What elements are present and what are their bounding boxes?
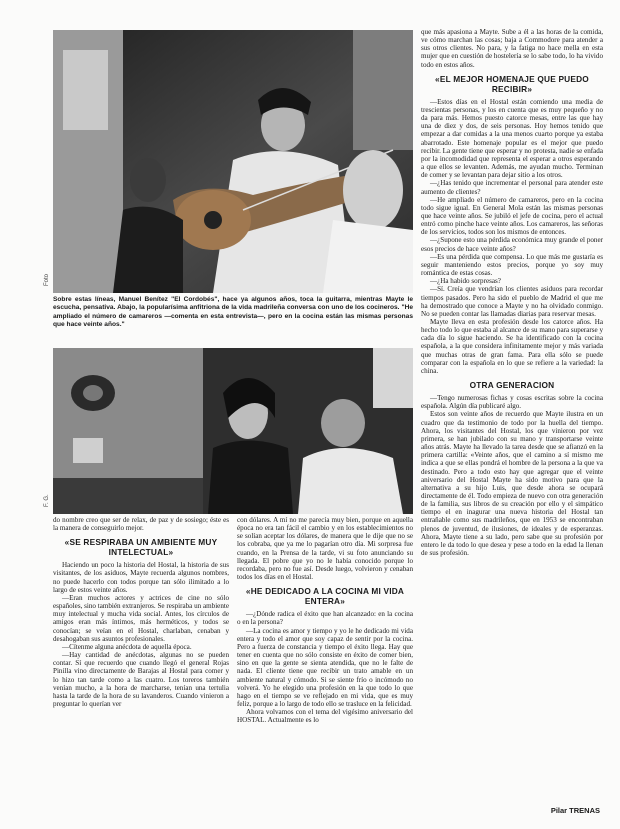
photo-caption: Sobre estas líneas, Manuel Benítez "El Cordobés", hace ya algunos años, toca la guitarra, mientras Mayte le escucha, pensativa. Abajo, la popularísima anfitriona de la vida madrileña conversa con uno de los cocineros. "He ampliado el número de camareros —comenta en esta entrevista—, pero en la cocina están las mismas personas que hace veinte años." [53, 296, 413, 328]
left-column [53, 516, 229, 816]
left-paragraph: —Hay cantidad de anécdotas, algunas no se pueden contar. Sí que recuerdo que cuando llegó el general Rojas Pinilla vino directamente de Barajas al Hostal para comer y lo hizo tan tarde como a las cuatro. Los toreros también venían mucho, a la hora de marcharse, tenían una tertulia hasta la tarde de la hora de su lavanderos. Cuando vinieron a preguntar lo querían ver [53, 651, 229, 708]
right-paragraph: —Tengo numerosas fichas y cosas escritas sobre la cocina española. Algún día publicaré algo. [421, 394, 603, 411]
heading-ambiente-intelectual: «SE RESPIRABA UN AMBIENTE MUY INTELECTUAL» [64, 537, 218, 558]
right-paragraph: —¿Supone esto una pérdida económica muy grande el poner esos precios de hace veinte años? [421, 236, 603, 253]
photo-kitchen-image [53, 348, 413, 514]
photo-credit-top: Foto [44, 273, 50, 286]
right-paragraph: Mayte lleva en esta profesión desde los catorce años. Ha hecho todo lo que estaba al alcance de su mano para superarse y cada día lo sigue haciendo. Se ha identificado con la cocina española, a la que considera infinitamente mejor y más variada que muchas otras de gran fama. Para ella sólo se puede comparar con la española en lo que se refiere a la variedad: la china. [421, 318, 603, 375]
left-paragraph: —Eran muchos actores y actrices de cine no sólo españoles, sino también extranjeros. Se respiraba un ambiente muy intelectual y mucha vida social. Antes, los círculos de amigos eran más íntimos, más herméticos, y todos se conocían; se veían en el Hostal, charlaban, cenaban y desahogaban sus asuntos profesionales. [53, 593, 229, 643]
left-paragraph: Haciendo un poco la historia del Hostal, la historia de sus visitantes, de los asiduos, Mayte recuerda algunos nombres, no puede hacerlo con todos porque tan sólo ilimitado a lo largo de estos veinte años. [53, 561, 229, 594]
middle-column [237, 516, 413, 816]
heading-dedicado-cocina: «HE DEDICADO A LA COCINA MI VIDA ENTERA» [245, 586, 405, 607]
photo-mayte-kitchen [53, 348, 413, 514]
middle-paragraph: con dólares. A mí no me parecía muy bien, porque en aquella época no era tan fácil el cambio y en los establecimientos no se solían aceptar los dólares, de manera que le dije que no se los cobraba, que ya me lo pagarían otro día. Mi sorpresa fue cuando, en la Prensa de la tarde, vi su foto anunciando su llegada. El pobre que yo no le había conocido porque lo recordaba, pero no fue así. Desde luego, volvieron y cenaban todos los días en el Hostal. [237, 516, 413, 582]
right-paragraph: Estos son veinte años de recuerdo que Mayte ilustra en un cuadro que da testimonio de todo por la huella del tiempo. Ahora, los visitantes del Hostal, los que vinieron por vez primera, se han jubilado con su mano y transportarse veinte años atrás. Mayte ha llevado la tarea desde que se afianzó en la primera cartilla: «Veinte años, que el camino a sí mismo me indica a que se ellas pondrá el hombre de la persona a la que va destinado. Pero a todo esto hay que agregar que el veinte aniversario del Hostal Mayte ha sido motivo para que la alternativa a su hijo Luis, que desde ahora se ocupará directamente de él. Todo empieza de nuevo con otra generación de la familia, sus libros de su creación por ello y el simpático tiempo el en inagurar una nueva historia del Hostal tan entrañable como sus madrileños, que en 1953 se encontraban plenos de juventud, de ilusiones, de ideales y de esperanzas. Ahora, Mayte tiene a su lado, pero sabe que su profesión por entero le da todo lo que desea y pese a todo en la edad la llenan de sus profesión. [421, 410, 603, 558]
heading-otra-generacion: OTRA GENERACION [469, 380, 555, 391]
right-paragraph: —Es una pérdida que compensa. Lo que más me gustaría es seguir manteniendo estos precios, porque yo soy muy romántica de estas cosas. [421, 252, 603, 278]
right-column [421, 28, 603, 798]
author-signature: Pilar TRENAS [550, 806, 600, 815]
right-paragraph: —¿Ha habido sorpresas? [430, 277, 501, 286]
photo-cordobes-guitar [53, 30, 413, 293]
middle-paragraph: —¿Dónde radica el éxito que han alcanzado: en la cocina o en la persona? [237, 610, 413, 627]
middle-paragraph: Ahora volvamos con el tema del vigésimo aniversario del HOSTAL. Actualmente es lo [237, 708, 413, 725]
right-paragraph: —He ampliado el número de camareros, pero en la cocina todo sigue igual. En General Mola están las mismas personas que hace veinte años. Se jubiló el jefe de cocina, pero el actual entró como pinche hace veinte años. Los camareros, las señoras de los servicios, todos son los mismos de entonces. [421, 195, 603, 237]
heading-mejor-homenaje: «EL MEJOR HOMENAJE QUE PUEDO RECIBIR» [435, 73, 589, 94]
right-paragraph: que más apasiona a Mayte. Sube a él a las horas de la comida, ve cómo marchan las cosas; baja a Commodore para atender a sus otros clientes. No para, y la fatiga no hace mella en esta mujer que en cuestión de hostelería se lo sabe todo, lo ha vivido todo en estos años. [421, 28, 603, 69]
right-paragraph: —Estos días en el Hostal están comiendo una media de trescientas personas, y los en cuenta que es muy pequeño y no da para más. Hemos puesto catorce mesas, entre las que hay una de diez y dos, de seis personas. Hoy hemos tenido que empezar a dar comidas a la una menos cuarto porque ya estaba abarrotado. Este homenaje popular es el mejor que puedo recibir. La gente tiene que esperar y no protesta, nadie se enfada por la incomodidad que representa el esperar a otros esperando a que ellos se levanten. Además, me ayudan mucho. Terminan de comer y se levantan para dejar sitio a los otros. [421, 97, 603, 180]
photo-credit-bottom: F. G. [44, 494, 50, 507]
left-intro: do nombre creo que ser de relax, de paz y de sosiego; éste es la manera de conseguirlo mejor. [53, 516, 229, 533]
middle-paragraph: —La cocina es amor y tiempo y yo le he dedicado mi vida entera y todo el amor que soy capaz de sentir por la cocina. Pero a fuerza de constancia y tiempo el éxito llega. Hay que tener en cuenta que no sólo consiste en éxito de comer bien, sino en que la gente se sienta atendida, que no le falte de nada. El cliente tiene que recibir un trato amable en un ambiente natural y cómodo. Si se siente frío o incómodo no volverá. Yo he elegido una profesión en la que todo lo que hago en el tiempo se ve reflejado en mi vida, que es muy feliz, porque a lo largo de todo ello se trasluce en la felicidad. [237, 626, 413, 708]
left-paragraph: —Cítenme alguna anécdota de aquella época. [62, 642, 192, 651]
photo-cordobes-image [53, 30, 413, 293]
right-paragraph: —Sí. Creía que vendrían los clientes asiduos para recordar tiempos pasados. Pero ha sido el pueblo de Madrid el que me ha demostrado que conoce a Mayte y no ha olvidado conmigo. No se pueden contar las llamadas diarias para reservar mesas. [421, 285, 603, 318]
right-paragraph: —¿Has tenido que incrementar el personal para atender este aumento de clientes? [421, 179, 603, 196]
